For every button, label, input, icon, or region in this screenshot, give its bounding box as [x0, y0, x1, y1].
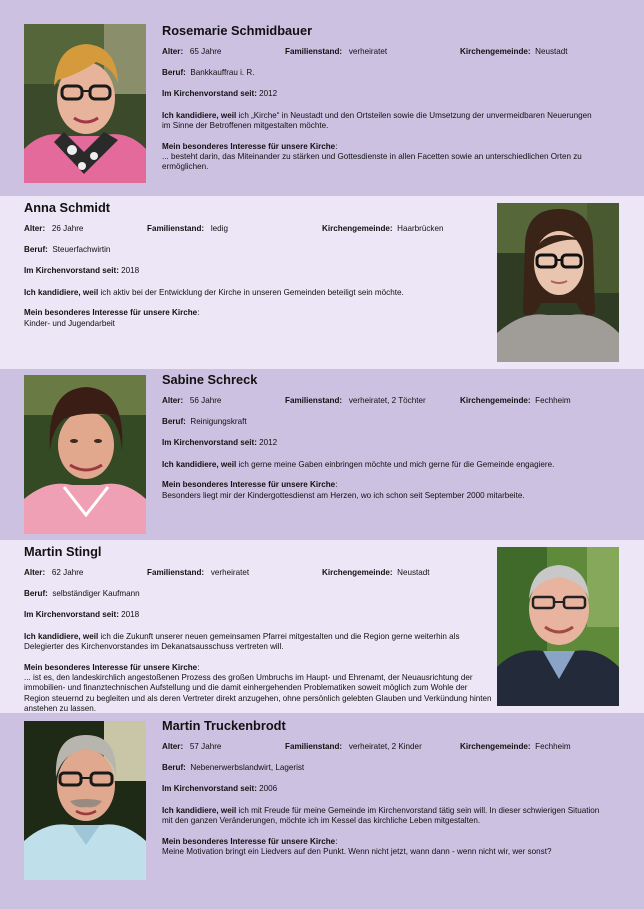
candidate-info: Rosemarie Schmidbauer Alter: 65 Jahre Familienstand: verheiratet Kirchengemeinde: Neustadt Beruf: Bankkauffrau i. R. Im Kirchenvorstand seit: 2012 Ich kandidiere, weil ich „Kirche“ in Neustadt und den Ortsteilen sowie die Umsetzung der unvermeidbaren Neuerungen im Sinne der Betroffenen mitgestalten möchte. Mein besonderes Interesse für unsere Kirche: ... besteht darin, das Miteinander zu stärken und Gottesdienste in allen Facetten sowie an unterschiedlichen Orten zu ermöglichen. — [162, 0, 602, 173]
job-label: Beruf: — [24, 589, 48, 598]
candidate-info: Martin Truckenbrodt Alter: 57 Jahre Familienstand: verheiratet, 2 Kinder Kirchengemeinde: Fechheim Beruf: Nebenerwerbslandwirt, Lagerist Im Kirchenvorstand seit: 2006 Ich kandidiere, weil ich mit Freude für meine Gemeinde im Kirchenvorstand tätig sein will. In dieser schwierigen Situation mit den ganzen Veränderungen, möchte ich im Kessel das kirchliche Leben mitgestalten. Mein besonderes Interesse für unsere Kirche: Meine Motivation bringt ein Liedvers auf den Punkt. Wenn nicht jetzt, wann dann - wenn nicht wir, wer sonst? — [162, 713, 602, 857]
since-label: Im Kirchenvorstand seit: — [24, 266, 119, 276]
parish-label: Kirchengemeinde: — [460, 47, 531, 56]
age-label: Alter: — [162, 742, 184, 751]
job-value: Steuerfachwirtin — [52, 245, 111, 254]
job-value: selbständiger Kaufmann — [52, 589, 140, 598]
since-value: 2018 — [121, 610, 140, 620]
age-label: Alter: — [162, 396, 184, 405]
candidate-card-anna-schmidt — [0, 196, 644, 369]
parish-label: Kirchengemeinde: — [322, 224, 393, 233]
candidate-name: Rosemarie Schmidbauer — [162, 23, 313, 38]
why-text: ich gerne meine Gaben einbringen möchte und mich gerne für die Gemeinde engagiere. — [238, 459, 555, 469]
parish-label: Kirchengemeinde: — [322, 568, 393, 577]
interest-text: Meine Motivation bringt ein Liedvers auf den Punkt. Wenn nicht jetzt, wann dann - wenn nicht wir, wer sonst? — [162, 847, 552, 857]
age-value: 56 Jahre — [189, 396, 222, 405]
candidate-info: Martin Stingl Alter: 62 Jahre Familienstand: verheiratet Kirchengemeinde: Neustadt Beruf: selbständiger Kaufmann Im Kirchenvorstand seit: 2018 Ich kandidiere, weil ich die Zukunft unserer neuen gemeinsamen Pfarrei mitgestalten und die Region gerne weiterhin als Delegierter des Kirchenvorstandes im Dekanatsausschuss vertreten will. Mein besonderes Interesse für unsere Kirche: ... ist es, den landeskirchlich angestoßenen Prozess des großen Umbruchs im Haupt- und Ehrenamt, der Neuausrichtung der immobilien- und finanztechnischen Aufstellung und die damit einhergehenden Problematiken soweit möglich zum Wohle der Region steuernd zu begleiten und als deren Vertreter direkt anzugehen, ohne persönlich gelebten Glauben und Verkündung hinten anstehen zu lassen. — [24, 544, 492, 714]
candidate-photo — [24, 375, 146, 534]
candidate-name: Martin Stingl — [24, 544, 102, 559]
status-label: Familienstand: — [147, 568, 205, 577]
why-label: Ich kandidiere, weil — [162, 110, 237, 120]
candidate-facts — [24, 224, 474, 234]
status-label: Familienstand: — [285, 47, 343, 56]
interest-label: Mein besonderes Interesse für unsere Kirche — [24, 308, 198, 318]
interest-label: Mein besonderes Interesse für unsere Kirche — [162, 836, 336, 846]
candidate-facts — [162, 47, 602, 57]
parish-label: Kirchengemeinde: — [460, 742, 531, 751]
job-value: Nebenerwerbslandwirt, Lagerist — [190, 763, 305, 772]
interest-label: Mein besonderes Interesse für unsere Kirche — [24, 662, 198, 672]
job-value: Reinigungskraft — [190, 417, 247, 426]
candidate-info: Sabine Schreck Alter: 56 Jahre Familienstand: verheiratet, 2 Töchter Kirchengemeinde: Fechheim Beruf: Reinigungskraft Im Kirchenvorstand seit: 2012 Ich kandidiere, weil ich gerne meine Gaben einbringen möchte und mich gerne für die Gemeinde engagiere. Mein besonderes Interesse für unsere Kirche: Besonders liegt mir der Kindergottesdienst am Herzen, wo ich schon seit September 2000 mitarbeite. — [162, 369, 602, 501]
why-text: ich die Zukunft unserer neuen gemeinsamen Pfarrei mitgestalten und die Region gerne weiterhin als Delegierter des Kirchenvorstandes im Dekanatsausschuss vertreten will. — [24, 631, 460, 652]
candidate-card-sabine-schreck — [0, 369, 644, 540]
parish-value: Neustadt — [397, 568, 430, 577]
why-label: Ich kandidiere, weil — [162, 805, 237, 815]
candidate-name: Martin Truckenbrodt — [162, 718, 286, 733]
why-text: ich mit Freude für meine Gemeinde im Kirchenvorstand tätig sein will. In dieser schwierigen Situation mit den ganzen Veränderungen, möchte ich im Kessel das kirchliche Leben mitgestalten. — [162, 805, 600, 826]
job-label: Beruf: — [162, 763, 186, 772]
candidate-photo — [497, 547, 619, 706]
job-label: Beruf: — [162, 68, 186, 77]
age-value: 65 Jahre — [189, 47, 222, 56]
since-value: 2006 — [259, 784, 278, 794]
status-value: verheiratet, 2 Töchter — [348, 396, 426, 405]
age-label: Alter: — [162, 47, 184, 56]
job-label: Beruf: — [24, 245, 48, 254]
since-label: Im Kirchenvorstand seit: — [162, 89, 257, 99]
status-value: verheiratet — [348, 47, 388, 56]
why-label: Ich kandidiere, weil — [24, 287, 99, 297]
candidate-photo — [24, 24, 146, 183]
since-value: 2018 — [121, 266, 140, 276]
status-label: Familienstand: — [147, 224, 205, 233]
candidate-facts — [162, 396, 602, 406]
why-label: Ich kandidiere, weil — [162, 459, 237, 469]
since-value: 2012 — [259, 89, 278, 99]
why-text: ich aktiv bei der Entwicklung der Kirche in unseren Gemeinden beteiligt sein möchte. — [100, 287, 404, 297]
since-value: 2012 — [259, 438, 278, 448]
interest-label: Mein besonderes Interesse für unsere Kirche — [162, 141, 336, 151]
candidate-info: Anna Schmidt Alter: 26 Jahre Familienstand: ledig Kirchengemeinde: Haarbrücken Beruf: Steuerfachwirtin Im Kirchenvorstand seit: 2018 Ich kandidiere, weil ich aktiv bei der Entwicklung der Kirche in unseren Gemeinden beteiligt sein möchte. Mein besonderes Interesse für unsere Kirche: Kinder- und Jugendarbeit — [24, 196, 474, 329]
age-value: 57 Jahre — [189, 742, 222, 751]
candidate-card-martin-stingl — [0, 540, 644, 713]
status-value: verheiratet — [210, 568, 250, 577]
candidate-facts — [24, 568, 492, 578]
candidate-facts — [162, 742, 602, 752]
why-label: Ich kandidiere, weil — [24, 631, 99, 641]
parish-value: Haarbrücken — [397, 224, 444, 233]
candidate-name: Sabine Schreck — [162, 372, 258, 387]
job-label: Beruf: — [162, 417, 186, 426]
age-value: 26 Jahre — [51, 224, 84, 233]
status-label: Familienstand: — [285, 396, 343, 405]
candidate-card-rosemarie-schmidbauer — [0, 0, 644, 196]
age-value: 62 Jahre — [51, 568, 84, 577]
interest-text: Kinder- und Jugendarbeit — [24, 318, 115, 328]
parish-value: Neustadt — [535, 47, 568, 56]
age-label: Alter: — [24, 224, 46, 233]
parish-value: Fechheim — [535, 396, 571, 405]
status-value: ledig — [210, 224, 228, 233]
since-label: Im Kirchenvorstand seit: — [162, 784, 257, 794]
status-value: verheiratet, 2 Kinder — [348, 742, 422, 751]
parish-value: Fechheim — [535, 742, 571, 751]
job-value: Bankkauffrau i. R. — [190, 68, 255, 77]
age-label: Alter: — [24, 568, 46, 577]
since-label: Im Kirchenvorstand seit: — [162, 438, 257, 448]
why-text: ich „Kirche“ in Neustadt und den Ortsteilen sowie die Umsetzung der unvermeidbaren Neuerungen im Sinne der Betroffenen mitgestalten möchte. — [162, 110, 592, 131]
interest-text: ... ist es, den landeskirchlich angestoßenen Prozess des großen Umbruchs im Haupt- und Ehrenamt, der Neuausrichtung der immobilien- und finanztechnischen Aufstellung und die damit einhergehenden Problematiken soweit möglich zum Wohle der Region steuernd zu begleiten und als deren Vertreter direkt anzugehen, ohne persönlich gelebten Glauben und Verkündung hinten anstehen zu lassen. — [24, 673, 492, 714]
interest-label: Mein besonderes Interesse für unsere Kirche — [162, 480, 336, 490]
candidate-name: Anna Schmidt — [24, 200, 111, 215]
parish-label: Kirchengemeinde: — [460, 396, 531, 405]
candidate-photo — [24, 721, 146, 880]
candidate-photo — [497, 203, 619, 362]
status-label: Familienstand: — [285, 742, 343, 751]
interest-text: ... besteht darin, das Miteinander zu stärken und Gottesdienste in allen Facetten sowie an unterschiedlichen Orten zu ermöglichen. — [162, 152, 582, 172]
candidate-card-martin-truckenbrodt — [0, 713, 644, 909]
since-label: Im Kirchenvorstand seit: — [24, 610, 119, 620]
interest-text: Besonders liegt mir der Kindergottesdienst am Herzen, wo ich schon seit September 2000 mitarbeite. — [162, 490, 525, 500]
